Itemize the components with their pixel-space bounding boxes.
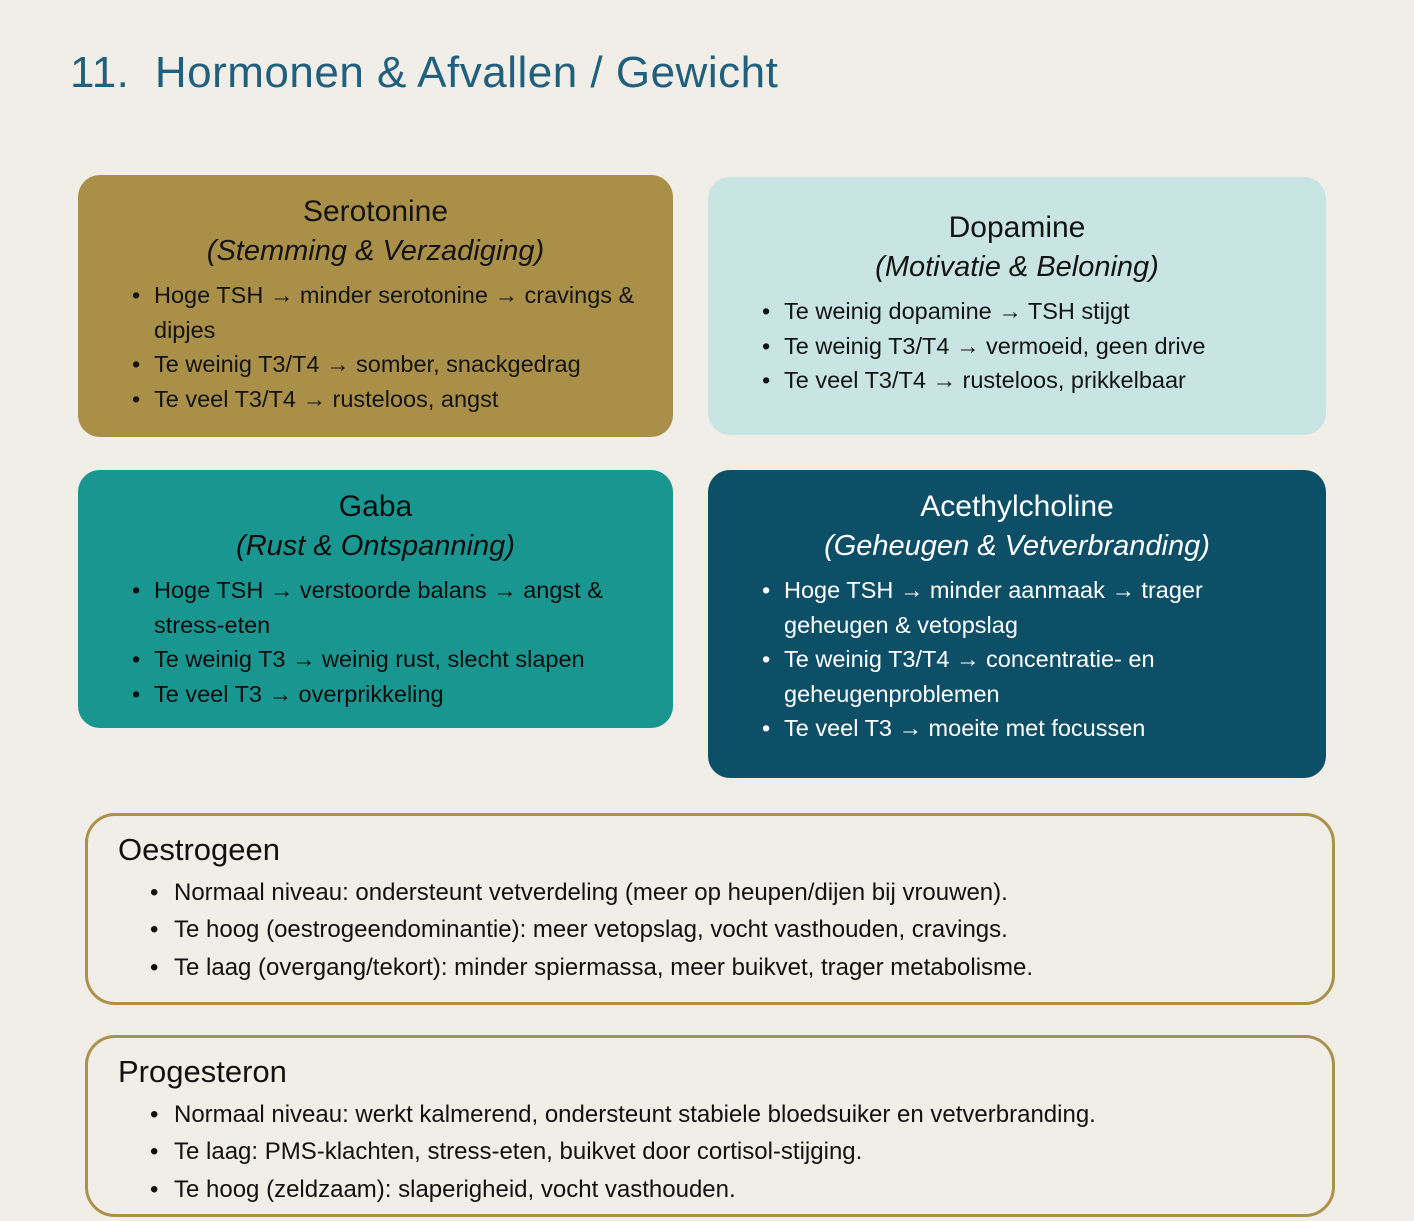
box-progesteron — [85, 1035, 1335, 1217]
bullet-item: • Normaal niveau: werkt kalmerend, ondersteunt stabiele bloedsuiker en vetverbranding. — [148, 1096, 1298, 1133]
bullet-item: • Te veel T3 → moeite met focussen — [760, 711, 1296, 746]
bullet-item: • Hoge TSH → minder serotonine → cravings & dipjes — [130, 278, 643, 347]
bullet-item: • Hoge TSH → minder aanmaak → trager geheugen & vetopslag — [760, 573, 1296, 642]
card-subtitle-acethylcholine: (Geheugen & Vetverbranding) — [824, 529, 1210, 562]
bullet-item: • Te hoog (oestrogeendominantie): meer vetopslag, vocht vasthouden, cravings. — [148, 911, 1298, 948]
bullet-item: • Te weinig dopamine → TSH stijgt — [760, 294, 1296, 329]
card-title-serotonine: Serotonine — [302, 195, 449, 228]
bullet-item: • Te weinig T3/T4 → vermoeid, geen drive — [760, 329, 1296, 364]
card-serotonine — [78, 175, 673, 437]
bullet-item: • Te laag (overgang/tekort): minder spiermassa, meer buikvet, trager metabolisme. — [148, 949, 1298, 986]
card-subtitle-serotonine: (Stemming & Verzadiging) — [206, 234, 545, 267]
card-subtitle-dopamine: (Motivatie & Beloning) — [875, 250, 1159, 283]
bullet-item: • Te weinig T3/T4 → concentratie- en geheugenproblemen — [760, 642, 1296, 711]
bullet-item: • Normaal niveau: ondersteunt vetverdeling (meer op heupen/dijen bij vrouwen). — [148, 874, 1298, 911]
card-dopamine — [708, 177, 1326, 435]
bullet-item: • Te weinig T3 → weinig rust, slecht slapen — [130, 642, 643, 677]
bullet-item: • Te laag: PMS-klachten, stress-eten, buikvet door cortisol-stijging. — [148, 1133, 1298, 1170]
bullet-list-dopamine — [734, 294, 1300, 398]
bullet-item: • Te veel T3 → overprikkeling — [130, 677, 643, 712]
card-acethylcholine — [708, 470, 1326, 778]
card-title-dopamine: Dopamine — [948, 211, 1086, 244]
bullet-item: • Te veel T3/T4 → rusteloos, angst — [130, 382, 643, 417]
page-title: 11. Hormonen & Afvallen / Gewicht — [70, 48, 779, 97]
box-title-oestrogeen: Oestrogeen — [118, 832, 280, 867]
bullet-list-oestrogeen — [118, 874, 1302, 986]
bullet-list-serotonine — [104, 278, 647, 416]
bullet-item: • Te veel T3/T4 → rusteloos, prikkelbaar — [760, 363, 1296, 398]
card-title-gaba: Gaba — [338, 490, 413, 523]
bullet-list-gaba — [104, 573, 647, 711]
bullet-item: • Hoge TSH → verstoorde balans → angst & stress-eten — [130, 573, 643, 642]
bullet-item: • Te hoog (zeldzaam): slaperigheid, vocht vasthouden. — [148, 1171, 1298, 1208]
card-title-acethylcholine: Acethylcholine — [920, 490, 1114, 523]
card-subtitle-gaba: (Rust & Ontspanning) — [236, 529, 515, 562]
bullet-item: • Te weinig T3/T4 → somber, snackgedrag — [130, 347, 643, 382]
bullet-list-acethylcholine — [734, 573, 1300, 746]
box-title-progesteron: Progesteron — [118, 1054, 287, 1089]
card-gaba — [78, 470, 673, 728]
bullet-list-progesteron — [118, 1096, 1302, 1208]
box-oestrogeen — [85, 813, 1335, 1005]
